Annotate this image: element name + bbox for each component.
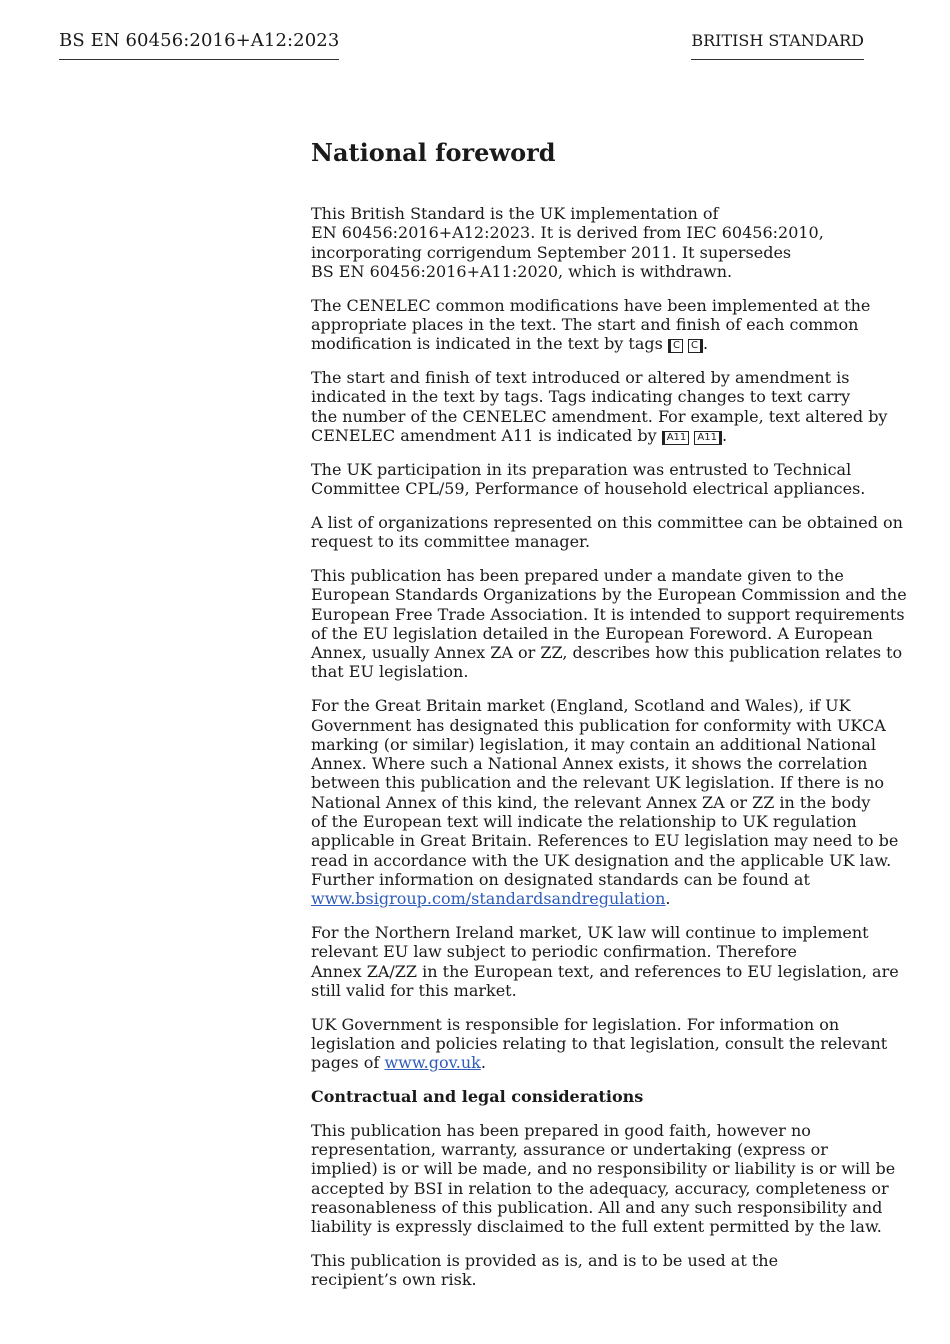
text-line: European Free Trade Association. It is intended to support requirements [311,604,905,624]
gov-uk-link[interactable]: www.gov.uk [384,1053,481,1073]
text-line: of the EU legislation detailed in the European Foreword. A European [311,623,873,643]
text-line: of the European text will indicate the relationship to UK regulation [311,812,857,832]
punctuation: . [721,425,728,445]
text-line: European Standards Organizations by the European Commission and the [311,585,907,605]
text-line: Committee CPL/59, Performance of household electrical appliances. [311,479,866,499]
text-line: legislation and policies relating to that legislation, consult the relevant [311,1033,888,1053]
text-line: This publication has been prepared in good faith, however no [311,1120,811,1140]
paragraph-good-faith [311,1120,896,1237]
text-line: read in accordance with the UK designation and the applicable UK law. [311,850,892,870]
text-fragment: CENELEC amendment A11 is indicated by [311,425,657,445]
paragraph-own-risk [311,1251,871,1290]
text-line: The CENELEC common modifications have been implemented at the [311,295,871,315]
text-line: request to its committee manager. [311,532,591,552]
text-line: Further information on designated standards can be found at [311,869,810,889]
amendment-end-tag: A11 [694,431,722,445]
text-line: representation, warranty, assurance or undertaking (express or [311,1140,828,1160]
text-line: reasonableness of this publication. All and any such responsibility and [311,1198,883,1218]
paragraph-implementation [311,204,871,281]
text-line: relevant EU law subject to periodic confirmation. Therefore [311,942,797,962]
text-line: National Annex of this kind, the relevant Annex ZA or ZZ in the body [311,792,871,812]
text-line: indicated in the text by tags. Tags indicating changes to text carry [311,387,851,407]
paragraph-northern-ireland [311,923,899,1000]
paragraph-common-modifications [311,296,871,354]
section-subheading: Contractual and legal considerations [311,1087,644,1107]
text-line: the number of the CENELEC amendment. For example, text altered by [311,406,888,426]
paragraph-uk-government [311,1014,888,1073]
text-line: This British Standard is the UK implementation of [311,204,719,223]
text-line: The UK participation in its preparation was entrusted to Technical [311,459,852,479]
page-title: National foreword [311,138,556,167]
text-line: Annex, usually Annex ZA or ZZ, describes how this publication relates to [311,643,903,663]
text-line: applicable in Great Britain. References to EU legislation may need to be [311,831,899,851]
text-line: incorporating corrigendum September 2011. It supersedes [311,242,792,262]
text-line: that EU legislation. [311,662,469,682]
punctuation: . [703,334,709,354]
text-line [311,889,871,908]
series-label: BRITISH STANDARD [691,30,864,60]
punctuation: . [480,1053,486,1073]
text-line [311,334,871,353]
text-line: A list of organizations represented on this committee can be obtained on [311,512,903,532]
text-line [311,1053,871,1072]
text-line: BS EN 60456:2016+A11:2020, which is withdrawn. [311,261,733,281]
paragraph-organizations [311,512,903,552]
text-line: This publication has been prepared under a mandate given to the [311,565,844,585]
text-fragment: pages of [311,1053,380,1073]
punctuation: . [665,889,671,909]
text-line: UK Government is responsible for legislation. For information on [311,1014,840,1034]
text-line: EN 60456:2016+A12:2023. It is derived from IEC 60456:2010, [311,223,824,243]
document-id: BS EN 60456:2016+A12:2023 [59,30,339,60]
paragraph-mandate [311,565,907,682]
text-line: appropriate places in the text. The start and finish of each common [311,314,859,334]
paragraph-amendment-tags [311,368,888,445]
text-line: The start and finish of text introduced or altered by amendment is [311,368,850,388]
text-line: between this publication and the relevant UK legislation. If there is no [311,773,885,793]
text-line: For the Northern Ireland market, UK law will continue to implement [311,923,869,942]
common-mod-start-tag: C [668,339,683,353]
text-line: For the Great Britain market (England, Scotland and Wales), if UK [311,696,851,716]
text-line: Annex. Where such a National Annex exists, it shows the correlation [311,754,868,774]
text-line: This publication is provided as is, and is to be used at the [311,1251,779,1271]
bsigroup-link[interactable]: www.bsigroup.com/standardsandregulation [311,889,666,909]
text-line: Government has designated this publication for conformity with UKCA [311,715,886,735]
text-line [311,426,871,445]
text-line: Annex ZA/ZZ in the European text, and references to EU legislation, are [311,961,899,981]
text-line: marking (or similar) legislation, it may contain an additional National [311,734,876,754]
paragraph-committee [311,460,871,499]
text-line: still valid for this market. [311,980,517,1000]
text-line: liability is expressly disclaimed to the full extent permitted by the law. [311,1217,882,1237]
foreword-body [311,138,907,1304]
paragraph-great-britain [311,696,899,909]
text-fragment: modification is indicated in the text by tags [311,334,663,354]
text-line: implied) is or will be made, and no responsibility or liability is or will be [311,1159,896,1179]
common-mod-end-tag: C [688,339,703,353]
text-line: recipient’s own risk. [311,1270,477,1290]
text-line: accepted by BSI in relation to the adequacy, accuracy, completeness or [311,1178,889,1198]
amendment-start-tag: A11 [662,431,690,445]
